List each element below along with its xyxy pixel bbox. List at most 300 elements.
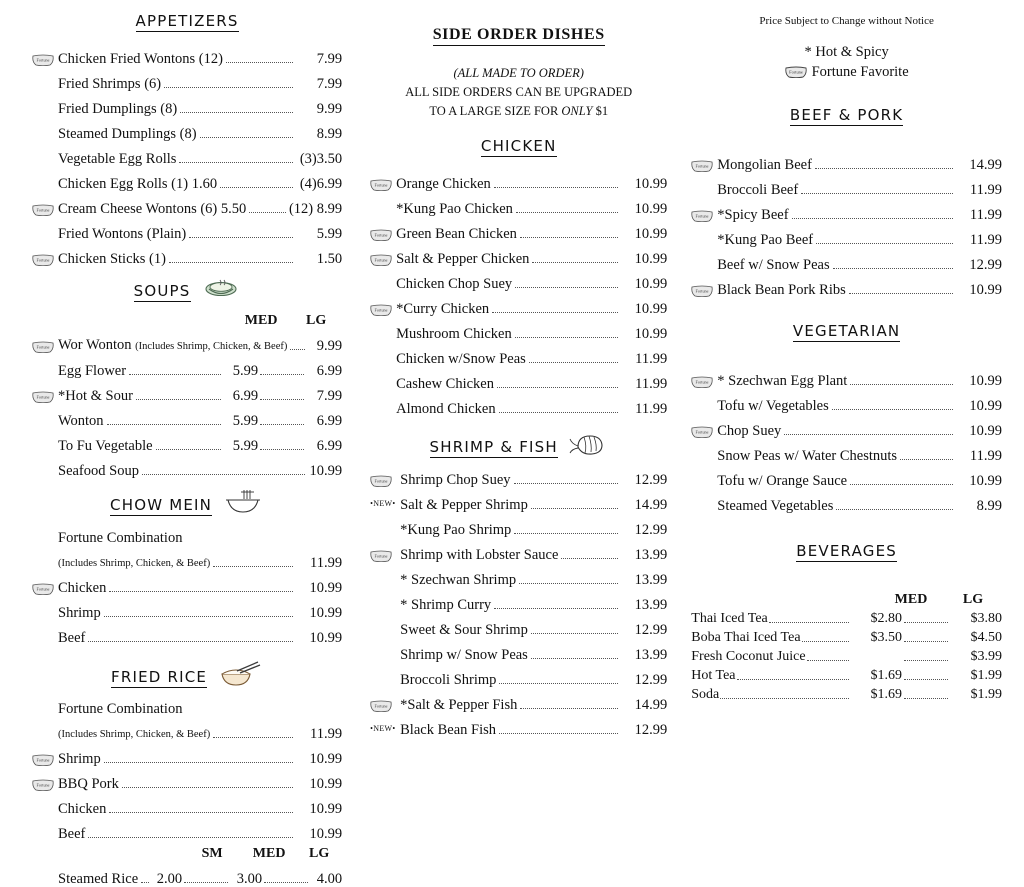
rice-med-header: MED	[252, 846, 286, 861]
menu-item-name: Steamed Vegetables	[717, 498, 834, 514]
menu-item-price: 10.99	[634, 176, 668, 192]
leader-dots	[904, 640, 948, 642]
badge-slot	[370, 497, 400, 513]
menu-item-name: *Kung Pao Chicken	[396, 201, 513, 217]
menu-item-name: Cream Cheese Wontons (6) 5.50	[58, 201, 247, 217]
fortune-favorite-badge-icon	[32, 254, 54, 266]
leader-dots	[531, 632, 618, 634]
shrimp-icon	[568, 431, 608, 462]
menu-item-name: * Shrimp Curry	[400, 597, 492, 613]
upgrade-note-prefix: TO A LARGE SIZE FOR	[429, 104, 562, 118]
leader-dots	[200, 136, 294, 138]
menu-item-name: Seafood Soup	[58, 463, 139, 479]
leader-dots	[520, 236, 618, 238]
leader-dots	[529, 361, 618, 363]
menu-item-row	[370, 513, 667, 538]
menu-item-price: 11.99	[310, 726, 343, 742]
badge-slot	[370, 229, 396, 242]
svg-text:Fortune: Fortune	[374, 553, 388, 559]
badge-slot	[370, 687, 400, 688]
menu-item-name: Mushroom Chicken	[396, 326, 512, 342]
badge-slot	[32, 716, 58, 717]
menu-item-price: 10.99	[634, 226, 668, 242]
menu-item-name: Chop Suey	[717, 423, 782, 439]
leader-dots	[164, 86, 293, 88]
side-orders-intro	[370, 64, 667, 121]
appetizers-title: APPETIZERS	[135, 12, 239, 30]
vegetarian-list	[691, 364, 1002, 514]
badge-slot	[691, 426, 717, 439]
leader-dots	[816, 242, 953, 244]
badge-slot	[370, 254, 396, 267]
menu-item-name: *Kung Pao Beef	[717, 232, 814, 248]
menu-item-name: Salt & Pepper Shrimp	[400, 497, 528, 513]
fortune-favorite-badge-icon	[370, 254, 392, 266]
badge-slot	[691, 376, 717, 389]
badge-slot	[32, 204, 58, 217]
menu-item-price: 13.99	[634, 597, 668, 613]
menu-item-price: 11.99	[969, 182, 1002, 198]
rice-sm-header: SM	[201, 846, 223, 861]
menu-item-name: Shrimp	[58, 751, 101, 767]
menu-item-row	[32, 42, 342, 67]
leader-dots	[104, 761, 293, 763]
badge-slot	[32, 241, 58, 242]
badge-slot	[370, 537, 400, 538]
menu-item-row	[32, 862, 342, 887]
menu-item-name: Tofu w/ Vegetables	[717, 398, 829, 414]
menu-item-row	[32, 429, 342, 454]
beverage-lg-price: $4.50	[970, 630, 1002, 645]
menu-item-price: 10.99	[969, 423, 1002, 439]
menu-item-row	[32, 167, 342, 192]
menu-item-row	[32, 596, 342, 621]
menu-item-price: 14.99	[969, 157, 1002, 173]
menu-item-row	[691, 364, 1002, 389]
fortune-favorite-badge-icon	[32, 391, 54, 403]
soups-list	[32, 329, 342, 479]
beverage-row	[691, 627, 1002, 646]
svg-text:Fortune: Fortune	[374, 257, 388, 263]
menu-item-row	[691, 414, 1002, 439]
leader-dots	[815, 167, 953, 169]
menu-item-row	[370, 242, 667, 267]
menu-item-name: Almond Chicken	[396, 401, 496, 417]
menu-item-row	[32, 142, 342, 167]
vegetarian-heading	[691, 322, 1002, 346]
svg-text:Fortune: Fortune	[36, 344, 50, 350]
leader-dots	[499, 411, 619, 413]
menu-item-row	[32, 117, 342, 142]
beverages-lg-header: LG	[962, 592, 984, 607]
leader-dots	[904, 678, 948, 680]
menu-item-name: * Szechwan Egg Plant	[717, 373, 848, 389]
leader-dots	[850, 383, 953, 385]
upgrade-note-amount: $1	[592, 104, 609, 118]
badge-slot	[32, 478, 58, 479]
leader-dots	[531, 507, 618, 509]
price-change-notice: Price Subject to Change without Notice	[759, 15, 934, 27]
left-column	[10, 12, 356, 887]
chicken-heading	[370, 137, 667, 161]
menu-item-row	[32, 817, 342, 842]
leader-dots	[122, 786, 293, 788]
menu-item-row	[691, 439, 1002, 464]
menu-item-row	[691, 489, 1002, 514]
chow-mein-title: CHOW MEIN	[110, 496, 213, 515]
menu-item-price: 10.99	[634, 301, 668, 317]
leader-dots	[792, 217, 953, 219]
menu-item-row	[691, 173, 1002, 198]
badge-slot	[370, 291, 396, 292]
badge-slot	[370, 612, 400, 613]
menu-item-price: 5.99	[232, 363, 259, 379]
leader-dots	[88, 836, 293, 838]
badge-slot	[370, 587, 400, 588]
menu-item-name: Orange Chicken	[396, 176, 491, 192]
menu-item-row	[691, 248, 1002, 273]
rice-lg-header: LG	[309, 846, 330, 861]
new-item-tag: •NEW•	[370, 499, 396, 508]
badge-slot	[32, 841, 58, 842]
menu-item-price: 11.99	[969, 232, 1002, 248]
menu-item-row	[370, 192, 667, 217]
beverages-size-header	[691, 588, 1002, 608]
menu-item-name: Egg Flower	[58, 363, 127, 379]
menu-item-price: 12.99	[969, 257, 1002, 273]
menu-item-row	[32, 379, 342, 404]
leader-dots	[520, 707, 618, 709]
leader-dots	[249, 211, 286, 213]
menu-item-row	[370, 367, 667, 392]
badge-slot	[32, 570, 58, 571]
fortune-favorite-badge-icon	[691, 285, 713, 297]
menu-item-row	[370, 688, 667, 713]
fortune-favorite-badge-icon	[32, 779, 54, 791]
menu-item-price: 10.99	[309, 826, 343, 842]
leader-dots	[184, 881, 228, 883]
beverages-med-header: MED	[894, 592, 928, 607]
beverage-med-price: $1.69	[870, 668, 902, 683]
menu-item-price: 10.99	[309, 580, 343, 596]
menu-item-name: Steamed Dumplings (8)	[58, 126, 197, 142]
badge-slot	[370, 550, 400, 563]
leader-dots	[107, 423, 222, 425]
side-orders-heading	[370, 26, 667, 50]
badge-slot	[691, 160, 717, 173]
badge-slot	[32, 191, 58, 192]
leader-dots	[494, 607, 618, 609]
beef-pork-title: BEEF & PORK	[789, 106, 904, 124]
appetizers-list	[32, 42, 342, 267]
right-column	[677, 12, 1014, 785]
menu-item-price: 12.99	[634, 622, 668, 638]
upgrade-note-line1: ALL SIDE ORDERS CAN BE UPGRADED	[405, 85, 633, 99]
menu-item-row	[32, 742, 342, 767]
menu-item-row	[32, 767, 342, 792]
menu-item-name: Black Bean Pork Ribs	[717, 282, 846, 298]
menu-item-row	[32, 621, 342, 646]
menu-item-price: 10.99	[309, 463, 343, 479]
fortune-favorite-badge-icon	[32, 204, 54, 216]
shrimp-fish-title: SHRIMP & FISH	[429, 438, 558, 457]
badge-slot	[32, 141, 58, 142]
leader-dots	[849, 292, 953, 294]
beef-pork-heading	[691, 106, 1002, 130]
badge-slot	[370, 475, 400, 488]
menu-item-name: *Spicy Beef	[717, 207, 789, 223]
menu-item-price: 1.50	[316, 251, 343, 267]
beverages-heading	[691, 542, 1002, 566]
menu-item-name: Fortune Combination	[58, 701, 183, 717]
svg-text:Fortune: Fortune	[36, 257, 50, 263]
menu-item-price: 2.00	[156, 871, 183, 887]
fortune-favorite-badge-icon	[32, 754, 54, 766]
leader-dots	[156, 448, 222, 450]
middle-column	[356, 12, 677, 785]
soups-lg-header: LG	[306, 313, 327, 328]
beverage-name: Fresh Coconut Juice	[691, 649, 806, 664]
beverage-med-price: $1.69	[870, 687, 902, 702]
menu-item-name: Beef w/ Snow Peas	[717, 257, 830, 273]
side-orders-title: SIDE ORDER DISHES	[433, 26, 605, 46]
chow-mein-list	[32, 521, 342, 646]
menu-item-price: (3)3.50	[299, 151, 343, 167]
beverage-name: Soda	[691, 687, 720, 702]
menu-item-name: Beef	[58, 826, 86, 842]
menu-item-row	[691, 148, 1002, 173]
menu-item-name: Broccoli Shrimp	[400, 672, 497, 688]
svg-text:Fortune: Fortune	[695, 429, 709, 435]
menu-item-price: 11.99	[635, 376, 668, 392]
fortune-favorite-badge-icon	[32, 341, 54, 353]
svg-text:Fortune: Fortune	[36, 57, 50, 63]
fortune-favorite-badge-icon	[370, 179, 392, 191]
leader-dots	[516, 211, 618, 213]
leader-dots	[226, 61, 293, 63]
menu-item-row	[32, 454, 342, 479]
menu-item-name: Chicken Egg Rolls (1) 1.60	[58, 176, 218, 192]
menu-item-price: 13.99	[634, 647, 668, 663]
leader-dots	[900, 458, 953, 460]
menu-item-price: 6.99	[316, 438, 343, 454]
leader-dots	[260, 423, 304, 425]
menu-item-row	[32, 792, 342, 817]
fortune-favorite-badge-icon	[785, 66, 807, 78]
noodle-bowl-icon	[222, 489, 264, 520]
badge-slot	[32, 54, 58, 67]
menu-item-price: 10.99	[634, 326, 668, 342]
menu-item-price: 10.99	[634, 201, 668, 217]
fortune-favorite-badge-icon	[370, 304, 392, 316]
fortune-favorite-legend-label: Fortune Favorite	[811, 64, 909, 80]
badge-slot	[32, 341, 58, 354]
menu-item-row	[32, 546, 342, 571]
menu-item-name: * Szechwan Shrimp	[400, 572, 517, 588]
chow-mein-heading	[32, 491, 342, 515]
menu-item-name: Steamed Rice	[58, 871, 139, 887]
menu-item-name: Beef	[58, 630, 86, 646]
leader-dots	[519, 582, 618, 584]
badge-slot	[370, 341, 396, 342]
menu-item-row	[370, 538, 667, 563]
soup-bowl-icon	[201, 277, 241, 304]
menu-item-price: 7.99	[316, 388, 343, 404]
menu-item-price: 7.99	[316, 51, 343, 67]
badge-slot	[32, 816, 58, 817]
menu-item-name: (Includes Shrimp, Chicken, & Beef)	[58, 558, 211, 569]
menu-item-name: Fried Wontons (Plain)	[58, 226, 187, 242]
leader-dots	[260, 448, 304, 450]
menu-item-price: 10.99	[309, 605, 343, 621]
leader-dots	[515, 286, 618, 288]
badge-slot	[32, 378, 58, 379]
menu-item-row	[32, 192, 342, 217]
leader-dots	[769, 621, 849, 623]
menu-item-price: 5.99	[232, 438, 259, 454]
menu-item-name: *Hot & Sour	[58, 388, 133, 404]
leader-dots	[129, 373, 221, 375]
menu-item-row	[370, 463, 667, 488]
beverages-title: BEVERAGES	[796, 542, 897, 560]
vegetarian-title: VEGETARIAN	[792, 322, 901, 340]
leader-dots	[850, 483, 953, 485]
svg-text:Fortune: Fortune	[695, 213, 709, 219]
leader-dots	[499, 682, 618, 684]
leader-dots	[514, 482, 619, 484]
menu-item-name: *Curry Chicken	[396, 301, 490, 317]
fortune-favorite-badge-icon	[370, 229, 392, 241]
leader-dots	[737, 678, 849, 680]
svg-text:Fortune: Fortune	[36, 394, 50, 400]
svg-text:Fortune: Fortune	[374, 182, 388, 188]
menu-item-row	[370, 217, 667, 242]
chicken-list	[370, 167, 667, 417]
beverage-name: Hot Tea	[691, 668, 736, 683]
menu-item-price: 11.99	[310, 555, 343, 571]
svg-text:Fortune: Fortune	[788, 69, 803, 75]
leader-dots	[109, 811, 293, 813]
menu-item-name: Chicken Sticks (1)	[58, 251, 166, 267]
menu-item-row	[32, 521, 342, 546]
menu-item-name: Mongolian Beef	[717, 157, 812, 173]
menu-item-row	[691, 198, 1002, 223]
beverage-lg-price: $1.99	[970, 687, 1002, 702]
leader-dots	[189, 236, 293, 238]
badge-slot	[32, 545, 58, 546]
leader-dots	[260, 398, 304, 400]
menu-item-row	[370, 292, 667, 317]
menu-item-name: Broccoli Beef	[717, 182, 799, 198]
badge-slot	[691, 285, 717, 298]
menu-item-price: 10.99	[309, 801, 343, 817]
badge-slot	[691, 463, 717, 464]
menu-item-name: Snow Peas w/ Water Chestnuts	[717, 448, 898, 464]
menu-item-name: Green Bean Chicken	[396, 226, 517, 242]
badge-slot	[691, 210, 717, 223]
beef-pork-list	[691, 148, 1002, 298]
menu-item-name: Shrimp with Lobster Sauce	[400, 547, 559, 563]
leader-dots	[720, 697, 849, 699]
badge-slot	[370, 179, 396, 192]
menu-item-price: 6.99	[232, 388, 259, 404]
badge-slot	[691, 197, 717, 198]
fortune-favorite-badge-icon	[691, 210, 713, 222]
beverage-lg-price: $1.99	[970, 668, 1002, 683]
leader-dots	[109, 590, 293, 592]
menu-item-row	[370, 167, 667, 192]
rice-size-header	[32, 842, 342, 862]
menu-item-row	[370, 563, 667, 588]
upgrade-note-line2	[370, 102, 667, 121]
leader-dots	[532, 261, 618, 263]
menu-item-name: (Includes Shrimp, Chicken, & Beef)	[58, 729, 211, 740]
leader-dots	[220, 186, 293, 188]
fried-rice-list	[32, 692, 342, 842]
menu-item-row	[370, 392, 667, 417]
menu-item-row	[32, 67, 342, 92]
leader-dots	[290, 348, 305, 350]
menu-item-price: 12.99	[634, 672, 668, 688]
menu-item-row	[691, 464, 1002, 489]
menu-item-name: Shrimp	[58, 605, 101, 621]
menu-item-price: 11.99	[969, 448, 1002, 464]
legend	[691, 42, 1002, 82]
soups-med-header: MED	[244, 313, 278, 328]
svg-text:Fortune: Fortune	[374, 703, 388, 709]
leader-dots	[141, 881, 149, 883]
menu-item-row	[370, 713, 667, 738]
chicken-title: CHICKEN	[480, 137, 557, 155]
menu-item-name: Shrimp Chop Suey	[400, 472, 511, 488]
badge-slot	[370, 216, 396, 217]
badge-slot	[32, 91, 58, 92]
menu-item-name: Chicken	[58, 801, 107, 817]
menu-item-price: 8.99	[316, 126, 343, 142]
shrimp-fish-heading	[370, 433, 667, 457]
leader-dots	[801, 192, 953, 194]
leader-dots	[832, 408, 953, 410]
svg-text:Fortune: Fortune	[374, 478, 388, 484]
menu-item-name: Fried Shrimps (6)	[58, 76, 162, 92]
beverage-name: Boba Thai Iced Tea	[691, 630, 801, 645]
menu-item-price: 11.99	[635, 401, 668, 417]
leader-dots	[179, 161, 293, 163]
leader-dots	[142, 473, 305, 475]
badge-slot	[691, 272, 717, 273]
beverage-row	[691, 608, 1002, 627]
menu-item-row	[370, 663, 667, 688]
menu-item-row	[32, 717, 342, 742]
svg-text:Fortune: Fortune	[36, 757, 50, 763]
menu-item-price: 12.99	[634, 722, 668, 738]
badge-slot	[370, 662, 400, 663]
menu-item-price: 13.99	[634, 547, 668, 563]
badge-slot	[32, 583, 58, 596]
leader-dots	[213, 565, 293, 567]
menu-item-name: Cashew Chicken	[396, 376, 494, 392]
svg-text:Fortune: Fortune	[36, 207, 50, 213]
leader-dots	[784, 433, 953, 435]
menu-item-name: Chicken Chop Suey	[396, 276, 513, 292]
leader-dots	[180, 111, 293, 113]
menu-item-name: Black Bean Fish	[400, 722, 496, 738]
leader-dots	[802, 640, 849, 642]
menu-item-name: *Salt & Pepper Fish	[400, 697, 518, 713]
upgrade-note-only: ONLY	[561, 104, 593, 118]
badge-slot	[32, 620, 58, 621]
menu-item-row	[370, 638, 667, 663]
